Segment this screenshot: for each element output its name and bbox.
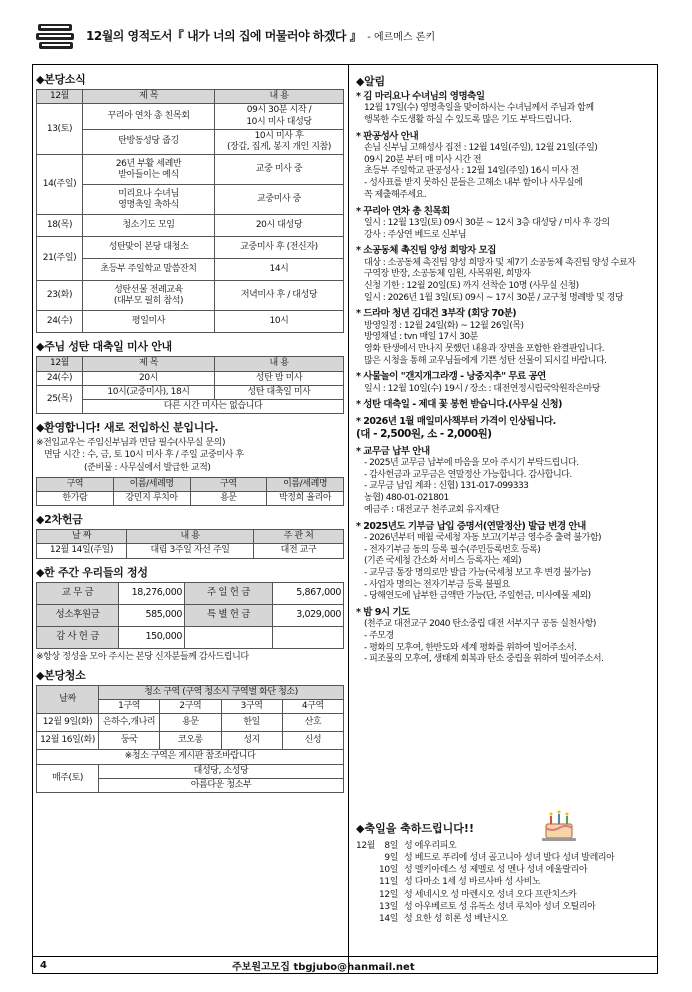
notice-item-title: * 교무금 납부 안내 [356, 445, 430, 457]
label-cell: 교 무 금 [37, 582, 119, 604]
date-cell: 14(주일) [37, 155, 83, 215]
table-cell: 박정희 율리아 [267, 491, 344, 505]
title-cell: 미리요나 수녀님 영명축일 축하식 [83, 185, 215, 215]
table-cell: 한일 [221, 714, 282, 732]
welcome-note: ※전입교우는 주임신부님과 면담 필수(사무실 문의) [36, 438, 226, 449]
table-cell: 대전 교구 [254, 544, 344, 558]
table-cell: 다른 시간 미사는 없습니다 [83, 400, 344, 414]
birthday-row [356, 889, 652, 901]
birthday-day: 13일 [379, 901, 398, 912]
amount-cell: 18,276,000 [119, 582, 185, 604]
table-cell: 대성당, 소성당 [99, 764, 344, 778]
notice-item-title: * 2026년 1월 매일미사책부터 가격이 인상됩니다. [356, 415, 556, 427]
col-header: 날 짜 [37, 530, 127, 544]
table-row [37, 215, 344, 237]
notice-item-body: 방영일정 : 12월 24일(화) ~ 12월 26일(목) 방영채널 : tvn 매일 17시 30분 영화 탄생에서 만나지 못했던 내용과 장면을 포함한 완결판입니다. 많은 시청을 통해 교우님들에게 기쁜 성탄 선물이 되시길 바랍니다. [364, 320, 607, 366]
date-cell: 21(주일) [37, 237, 83, 281]
label-cell: 주 일 헌 금 [185, 582, 273, 604]
table-row [37, 259, 344, 281]
col-header: 내 용 [127, 530, 254, 544]
birthday-row [356, 864, 652, 876]
amount-cell [273, 626, 344, 648]
birthday-day: 14일 [379, 913, 398, 924]
table-cell: 성지 [221, 732, 282, 750]
table-cell: 성탄 대축일 미사 [215, 385, 344, 399]
table-cell: 용문 [190, 491, 267, 505]
table-cell: 12월 14일(주일) [37, 544, 127, 558]
table-cell: 은하수,개나리 [99, 714, 160, 732]
notice-item-price: (대 - 2,500원, 소 - 2,000원) [356, 428, 492, 441]
notice-item-body: (천주교 대전교구 2040 탄소중립 대전 서부지구 공동 실천사항) - 주모경 - 평화의 모후여, 한반도와 세계 평화를 위하여 빌어주소서. - 피조물의 모후여, 생태계 회복과 탄소 중립을 위하여 빌어주소서. [364, 619, 604, 665]
content-cell: 저녁미사 후 / 대성당 [215, 281, 344, 311]
title-cell: 26년 부활 세례반 받아들이는 예식 [83, 155, 215, 185]
title-cell: 성탄맞이 본당 대청소 [83, 237, 215, 259]
table-cell: 10시(교중미사), 18시 [83, 385, 215, 399]
page-number: 4 [40, 960, 47, 971]
notice-list [356, 91, 652, 666]
label-cell [185, 626, 273, 648]
notice-item-title: * 밤 9시 기도 [356, 607, 410, 619]
col-header: 제 목 [83, 90, 215, 104]
col-header: 이름/세례명 [113, 477, 190, 491]
table-row [37, 582, 344, 604]
column-divider [348, 64, 349, 974]
notice-item [356, 607, 652, 666]
birthday-row [356, 852, 652, 864]
notice-item-title: * 성탄 대축일 - 제대 꽃 봉헌 받습니다.(사무실 신청) [356, 399, 563, 411]
col-header: 12월 [37, 357, 83, 371]
birthday-month [356, 852, 378, 864]
notice-item-body: 손님 신부님 고해성사 집전 : 12월 14일(주일), 12월 21일(주일) 09시 20분 부터 매 미사 시간 전 초등부 주일학교 판공성사 : 12월 14일(주일) 16시 미사 전 - 성사표를 받지 못하신 분들은 고해소 내부 함이나 사무실에 꼭 제출해주세요. [364, 143, 598, 200]
notice-item-title: * 2025년도 기부금 납입 증명서(연말정산) 발급 변경 안내 [356, 520, 586, 532]
second-collection-title: ◆2차헌금 [36, 513, 83, 527]
label-cell: 감 사 헌 금 [37, 626, 119, 648]
birthday-month [356, 901, 378, 913]
birthday-month [356, 876, 378, 888]
table-cell: 매주(토) [37, 764, 99, 793]
notice-item [356, 131, 652, 202]
cleaning-title: ◆본당청소 [36, 668, 86, 682]
table-row [37, 129, 344, 155]
table-row [37, 185, 344, 215]
notice-item [356, 446, 652, 517]
col-header: 12월 [37, 90, 83, 104]
birthday-row [356, 876, 652, 888]
birthday-saints: 성 세네시오 성 마렌시오 성녀 오다 프란치스카 [404, 889, 577, 900]
second-collection-table [36, 529, 344, 559]
birthday-day: 10일 [379, 865, 398, 876]
content-cell: 10시 [215, 311, 344, 333]
date-cell: 18(목) [37, 215, 83, 237]
col-header: 날짜 [37, 685, 99, 714]
birthday-title: ◆축일을 축하드립니다!! [356, 822, 474, 835]
notice-item [356, 91, 652, 127]
table-row [37, 237, 344, 259]
notice-item-body: 대상 : 소공동체 촉진팀 양성 희망자 및 제7기 소공동체 촉진팀 양성 수료자 구역장 반장, 소공동체 임원, 사목위원, 희망자 신청 기한 : 12월 20일(토) 까지 선착순 10명 (사무실 신청) 일시 : 2026년 1월 3일(토) 09시 ~ 17시 30분 / 교구청 명례방 및 경당 [364, 257, 636, 303]
label-cell: 성소후원금 [37, 604, 119, 626]
title-cell: 초등부 주일학교 말씀잔치 [83, 259, 215, 281]
amount-cell: 5,867,000 [273, 582, 344, 604]
birthday-row [356, 840, 652, 852]
col-header: 구역 [37, 477, 114, 491]
notice-item [356, 245, 652, 304]
table-cell: 산호 [282, 714, 343, 732]
table-cell: 신성 [282, 732, 343, 750]
birthday-month: 12월 [356, 841, 375, 851]
col-header: 내 용 [215, 90, 344, 104]
notice-item-title: * 꾸리아 연차 총 친목회 [356, 205, 450, 217]
sub-header: 4구역 [282, 700, 343, 714]
table-cell: 12월 9일(화) [37, 714, 99, 732]
table-cell: 한가람 [37, 491, 114, 505]
christmas-title: ◆주님 성탄 대축일 미사 안내 [36, 340, 172, 354]
birthday-saints: 성 아우베르토 성 유독소 성녀 루치아 성녀 오틸리아 [404, 901, 596, 912]
notice-item-title: * 드라마 청년 김대건 3부작 (회당 70분) [356, 308, 517, 320]
birthday-month [356, 864, 378, 876]
notice-item [356, 371, 652, 395]
notice-item-title: * 사물놀이 "갠지개그라갱 - 낭중지추" 무료 공연 [356, 371, 546, 383]
content-cell: 09시 30분 시작 / 10시 미사 대성당 [215, 104, 344, 130]
birthday-month [356, 913, 378, 925]
notice-item-body: 일시 : 12월 13일(토) 09시 30분 ~ 12시 3층 대성당 / 미사 후 강의 강사 : 주상연 베드로 신부님 [364, 217, 610, 240]
notice-item-title: * 김 마리요나 수녀님의 영명축일 [356, 91, 485, 102]
notice-item-body: 12월 17일(수) 영명축일을 맞이하시는 수녀님께서 주님과 함께 행복한 수도생활 하실 수 있도록 많은 기도 부탁드립니다. [364, 103, 594, 126]
page-title: 12월의 영적도서『 내가 너의 집에 머물러야 하겠다 』 [86, 28, 362, 43]
footer-text: 주보원고모집 tbgjubo@hanmail.net [232, 962, 415, 973]
birthday-day: 12일 [379, 889, 398, 900]
header [36, 6, 656, 64]
content-cell: 교중미사 중 [215, 185, 344, 215]
table-cell: 대림 3주일 자선 주일 [127, 544, 254, 558]
notice-item-title: * 소공동체 촉진팀 양성 희망자 모집 [356, 245, 496, 257]
content-cell: 20시 대성당 [215, 215, 344, 237]
birthday-day: 9일 [384, 853, 398, 864]
table-cell: 용문 [160, 714, 221, 732]
col-header: 내 용 [215, 357, 344, 371]
col-header: 청소 구역 (구역 청소시 구역별 화단 청소) [99, 685, 344, 699]
table-cell: 성탄 밤 미사 [215, 371, 344, 385]
birthday-saints: 성 멜키아데스 성 제멜로 성 멘나 성녀 에울랄리아 [404, 865, 588, 876]
notice-item [356, 206, 652, 242]
title-cell: 청소기도 모임 [83, 215, 215, 237]
table-row [37, 311, 344, 333]
content-cell: 14시 [215, 259, 344, 281]
welcome-note: 면담 시간 : 수, 금, 토 10시 미사 후 / 주일 교중미사 후 [44, 450, 244, 461]
schedule-title: ◆본당소식 [36, 73, 86, 86]
amount-cell: 150,000 [119, 626, 185, 648]
notice-item-body: - 2025년 교무금 납부에 마음을 모아 주시기 부탁드립니다. - 감사헌금과 교무금은 연말정산 가능합니다. 감사합니다. - 교무금 납입 계좌 : 신협) 131-017-099333 농협) 480-01-021801 예금주 : 대전교구 천주교회 유지재단 [364, 458, 579, 515]
notice-item-title: * 판공성사 안내 [356, 130, 419, 142]
right-column [356, 70, 652, 670]
christmas-table [36, 356, 344, 414]
birthday-month [356, 889, 378, 901]
birthday-saints: 성 베드로 푸리에 성녀 골고니아 성녀 발다 성녀 발레리아 [404, 853, 615, 864]
table-cell: 코오롱 [160, 732, 221, 750]
welcome-table [36, 477, 344, 507]
table-cell: 아름다운 청소부 [99, 778, 344, 792]
date-cell: 13(토) [37, 104, 83, 155]
table-cell: 12월 16일(화) [37, 732, 99, 750]
book-author: - 에르메스 론키 [367, 31, 436, 43]
table-row [37, 281, 344, 311]
books-icon [36, 22, 76, 52]
notice-item [356, 399, 652, 411]
sub-header: 1구역 [99, 700, 160, 714]
birthday-row [356, 901, 652, 913]
offering-table [36, 582, 344, 649]
welcome-title: ◆환영합니다! 새로 전입하신 분입니다. [36, 421, 219, 435]
sub-header: 3구역 [221, 700, 282, 714]
amount-cell: 585,000 [119, 604, 185, 626]
title-cell: 성탄선물 전례교육 (대부모 필히 참석) [83, 281, 215, 311]
table-cell: 24(수) [37, 371, 83, 385]
col-header: 제 목 [83, 357, 215, 371]
col-header: 이름/세례명 [267, 477, 344, 491]
offering-title: ◆한 주간 우리들의 정성 [36, 565, 148, 579]
birthday-saints: 성 다마소 1세 성 바르사바 성 사비노 [404, 877, 541, 888]
notice-item [356, 416, 652, 442]
col-header: 구역 [190, 477, 267, 491]
content-cell: 10시 미사 후 (장갑, 집게, 봉지 개인 지참) [215, 129, 344, 155]
sub-header: 2구역 [160, 700, 221, 714]
birthday-section [356, 820, 652, 925]
notice-item-body: 일시 : 12월 10일(수) 19시 / 장소 : 대전연정시립국악원작은마당 [364, 383, 600, 394]
notice-item-body: - 2026년부터 매월 국세청 자동 보고(기부금 영수증 출력 불가함) - 전자기부금 동의 등록 필수(주민등록번호 등록) (기존 국세청 간소화 서비스 등록자는 제외) - 교무금 통장 명의로만 발급 가능(국세청 보고 후 변경 불가능) - 사업자 명의는 전자기부금 등록 불필요 - 당해연도에 납부한 금액만 가능(단, 주일헌금, 미사예물 제외) [364, 532, 602, 602]
title-cell: 평일미사 [83, 311, 215, 333]
cleaning-table [36, 685, 344, 793]
birthday-day: 8일 [384, 841, 398, 851]
table-row [37, 604, 344, 626]
table-cell: 20시 [83, 371, 215, 385]
col-header: 주 관 처 [254, 530, 344, 544]
title-cell: 탄방동성당 줍깅 [83, 129, 215, 155]
offering-note: ※항상 정성을 모아 주시는 본당 신자분들께 감사드립니다 [36, 651, 249, 662]
label-cell: 특 별 헌 금 [185, 604, 273, 626]
content-cell: 교중미사 후 (전신자) [215, 237, 344, 259]
left-column [36, 68, 344, 793]
content-cell: 교중 미사 중 [215, 155, 344, 185]
birthday-list [356, 840, 652, 925]
welcome-note: (준비물 : 사무실에서 발급한 교적) [84, 462, 211, 473]
table-cell: 둥국 [99, 732, 160, 750]
birthday-saints: 성 요한 성 히론 성 베난시오 [404, 913, 508, 924]
title-cell: 꾸리아 연차 총 친목회 [83, 104, 215, 130]
amount-cell: 3,029,000 [273, 604, 344, 626]
notice-item [356, 308, 652, 367]
notice-item [356, 521, 652, 603]
table-row [37, 626, 344, 648]
date-cell: 23(화) [37, 281, 83, 311]
date-cell: 24(수) [37, 311, 83, 333]
birthday-day: 11일 [379, 877, 398, 888]
table-row [37, 155, 344, 185]
notice-title: ◆알림 [356, 75, 385, 88]
schedule-table [36, 89, 344, 333]
table-cell: 25(목) [37, 385, 83, 414]
birthday-row [356, 913, 652, 925]
footer [32, 956, 658, 974]
table-cell: 강민지 루치아 [113, 491, 190, 505]
birthday-saints: 성 에우리피오 [404, 841, 457, 851]
table-row [37, 104, 344, 130]
table-cell: ※청소 구역은 게시판 참조바랍니다 [37, 750, 344, 764]
